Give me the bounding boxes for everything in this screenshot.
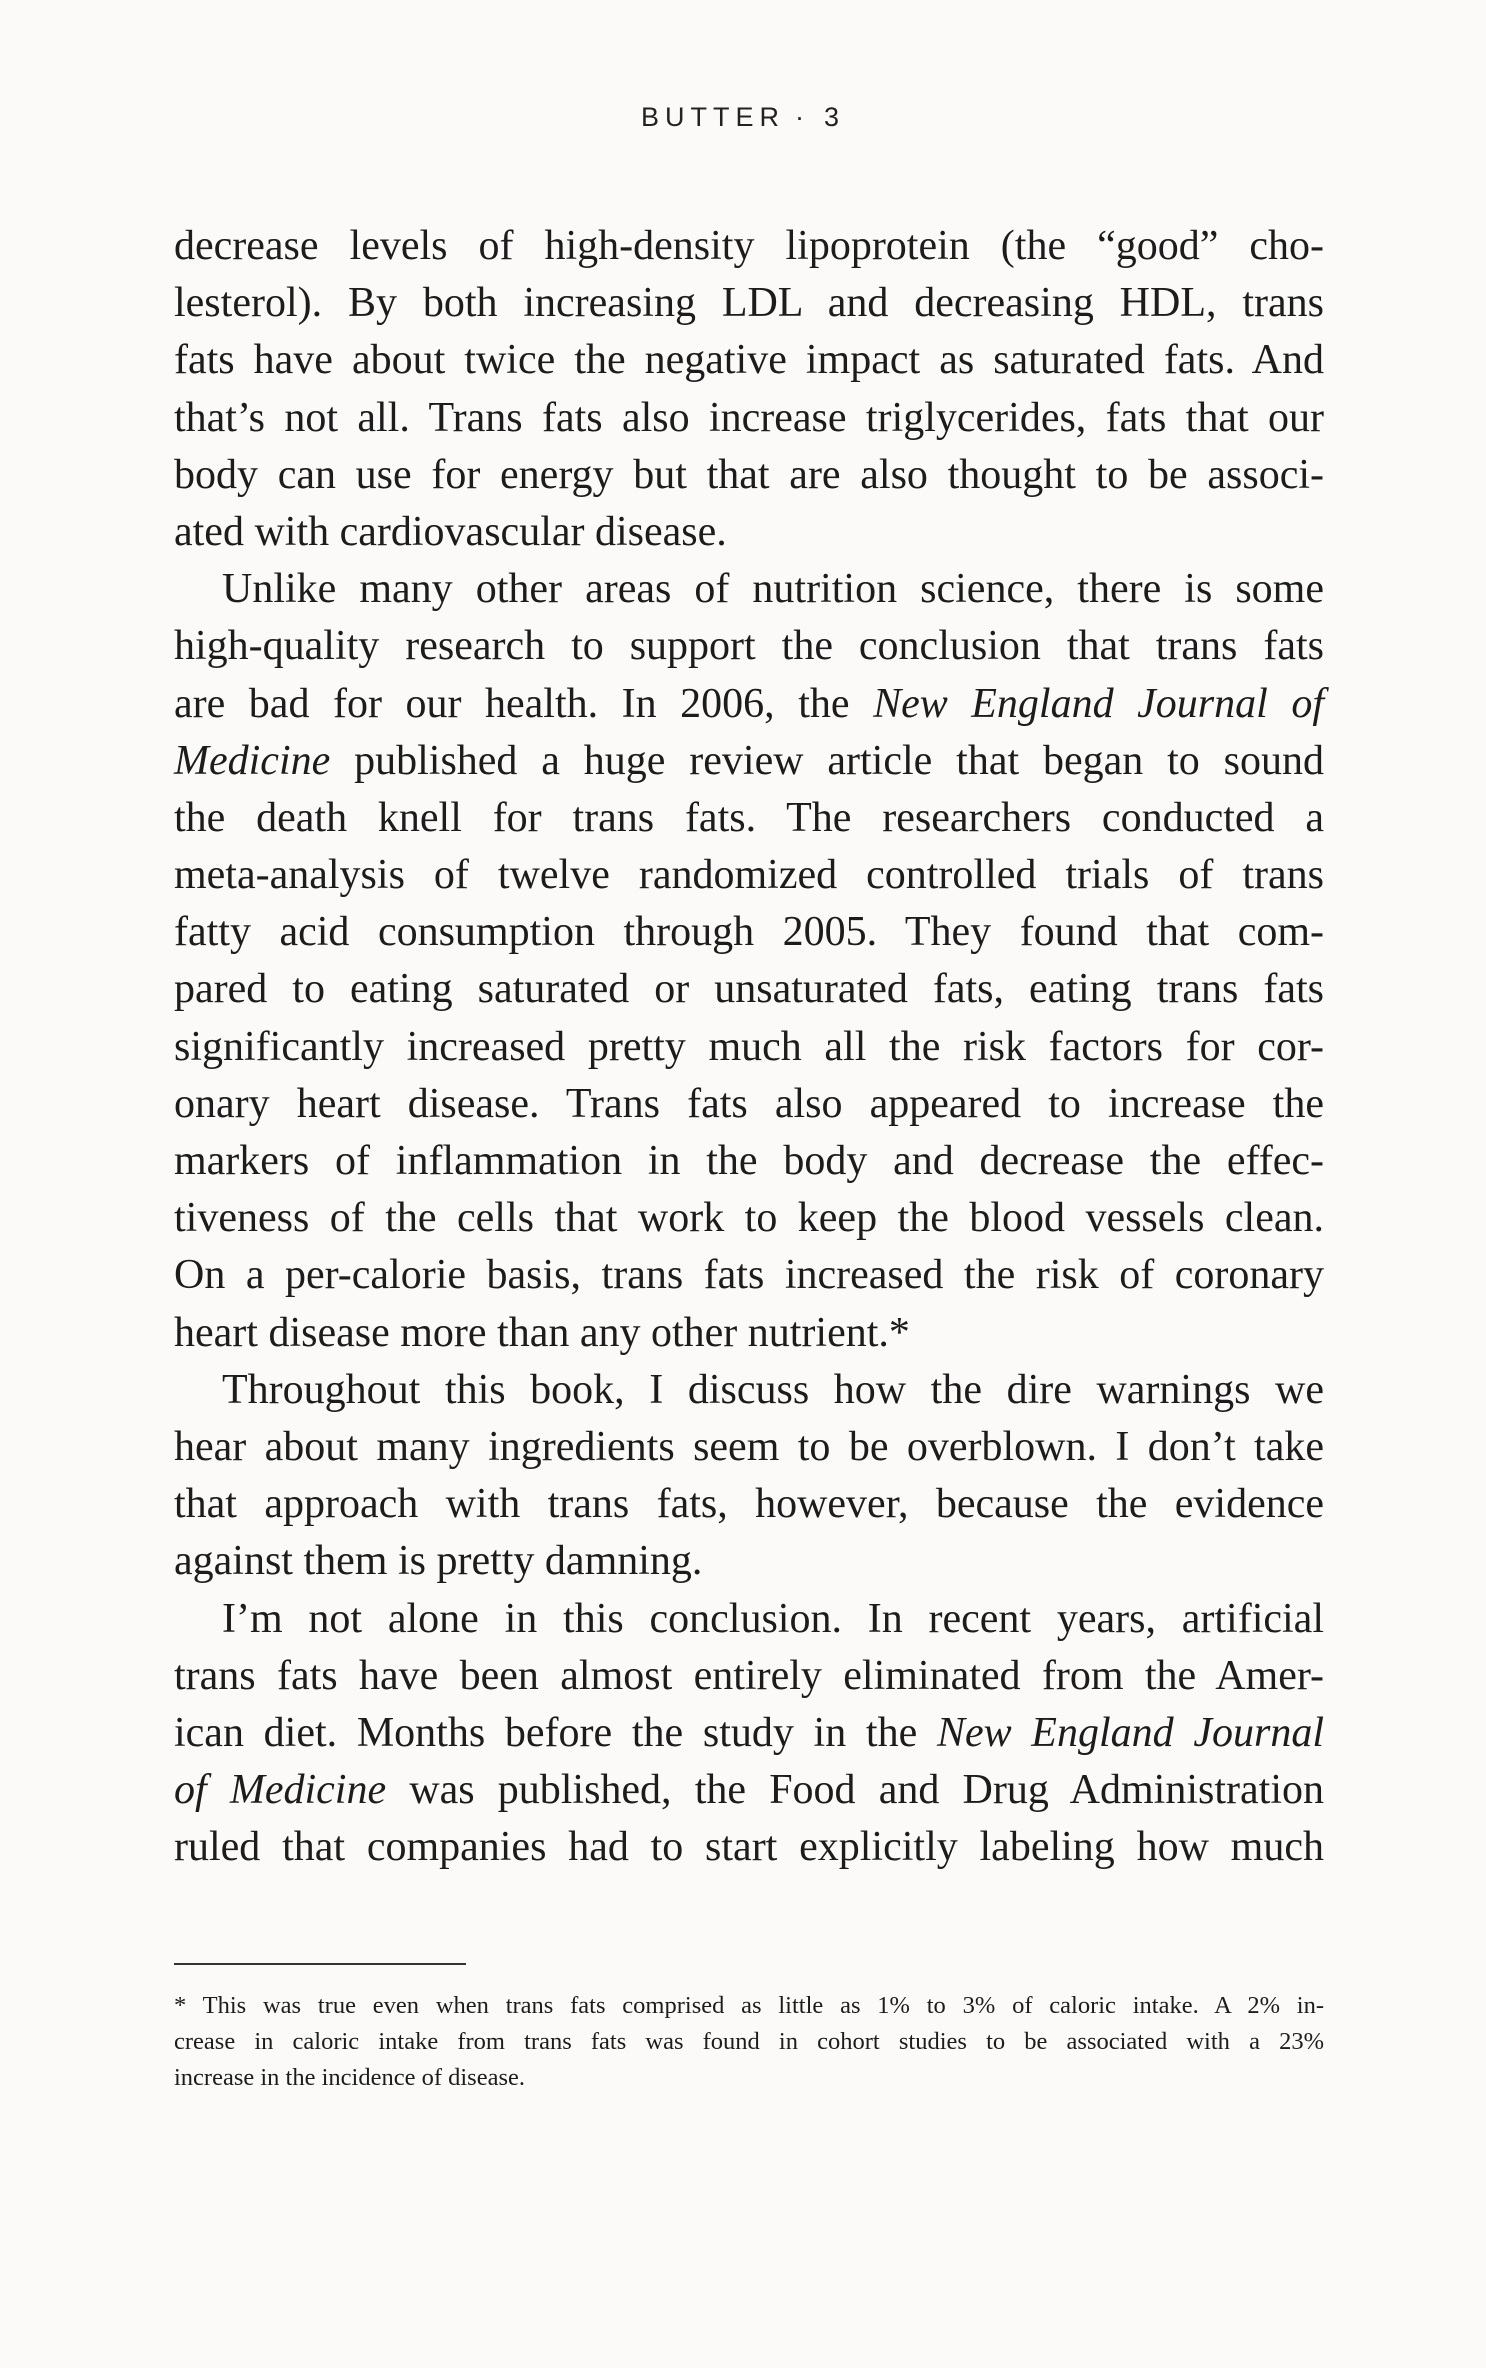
- text-line: high-quality research to support the conclusion that trans fats: [174, 623, 1324, 670]
- paragraph: [174, 1591, 1324, 1877]
- text-line: lesterol). By both increasing LDL and decreasing HDL, trans: [174, 280, 1324, 327]
- journal-title: of Medicine: [174, 1767, 387, 1814]
- text-line: ruled that companies had to start explicitly labeling how much: [174, 1824, 1324, 1871]
- text-line: Medicine published a huge review article that began to sound: [174, 737, 1324, 784]
- text-line: decrease levels of high-density lipoprotein (the “good” cho-: [174, 223, 1324, 269]
- footnote-divider: [174, 1963, 466, 1965]
- paragraph: [174, 218, 1324, 561]
- paragraph: [174, 561, 1324, 1362]
- text-line: body can use for energy but that are also thought to be associ-: [174, 451, 1324, 498]
- text-line: ated with cardiovascular disease.: [174, 508, 727, 555]
- text-line: fats have about twice the negative impact as saturated fats. And: [174, 337, 1324, 384]
- text-line: fatty acid consumption through 2005. They found that com-: [174, 909, 1324, 956]
- text-line: On a per-calorie basis, trans fats increased the risk of coronary: [174, 1252, 1324, 1299]
- text-line: heart disease more than any other nutrient.*: [174, 1309, 910, 1356]
- running-head-title: BUTTER: [640, 102, 785, 132]
- text-line: are bad for our health. In 2006, the New England Journal of: [174, 680, 1324, 727]
- text-line: the death knell for trans fats. The researchers conducted a: [174, 794, 1324, 841]
- text-line: of Medicine was published, the Food and Drug Administration: [174, 1767, 1324, 1814]
- journal-title: Medicine: [174, 737, 331, 784]
- page-number: 3: [823, 102, 846, 132]
- text-line: against them is pretty damning.: [174, 1538, 703, 1585]
- text-line: markers of inflammation in the body and decrease the effec-: [174, 1138, 1324, 1184]
- text-line: Throughout this book, I discuss how the dire warnings we: [222, 1366, 1324, 1413]
- footnote-line: crease in caloric intake from trans fats was found in cohort studies to be associated with a 23%: [174, 2028, 1324, 2055]
- journal-title: New England Journal of: [873, 680, 1324, 727]
- text-line: tiveness of the cells that work to keep the blood vessels clean.: [174, 1195, 1324, 1242]
- footnote-line: increase in the incidence of disease.: [174, 2064, 526, 2091]
- text-line: hear about many ingredients seem to be overblown. I don’t take: [174, 1423, 1324, 1470]
- body-text: [174, 218, 1324, 1876]
- text-line: pared to eating saturated or unsaturated fats, eating trans fats: [174, 966, 1324, 1013]
- text-line: meta-analysis of twelve randomized controlled trials of trans: [174, 852, 1324, 899]
- footnote: [174, 1988, 1324, 2096]
- footnote-line: * This was true even when trans fats comprised as little as 1% to 3% of caloric intake. A 2% in-: [174, 1992, 1324, 2019]
- text-line: significantly increased pretty much all the risk factors for cor-: [174, 1023, 1324, 1070]
- text-line: onary heart disease. Trans fats also appeared to increase the: [174, 1080, 1324, 1127]
- text-line: ican diet. Months before the study in the New England Journal: [174, 1709, 1324, 1756]
- running-head: [0, 102, 1486, 133]
- running-head-separator: ·: [794, 102, 810, 132]
- text-line: trans fats have been almost entirely eliminated from the Amer-: [174, 1652, 1324, 1699]
- text-line: that’s not all. Trans fats also increase triglycerides, fats that our: [174, 394, 1324, 441]
- text-line: Unlike many other areas of nutrition science, there is some: [222, 566, 1324, 613]
- journal-title: New England Journal: [936, 1709, 1324, 1756]
- paragraph: [174, 1362, 1324, 1591]
- text-line: I’m not alone in this conclusion. In recent years, artificial: [222, 1595, 1324, 1642]
- text-line: that approach with trans fats, however, because the evidence: [174, 1481, 1324, 1528]
